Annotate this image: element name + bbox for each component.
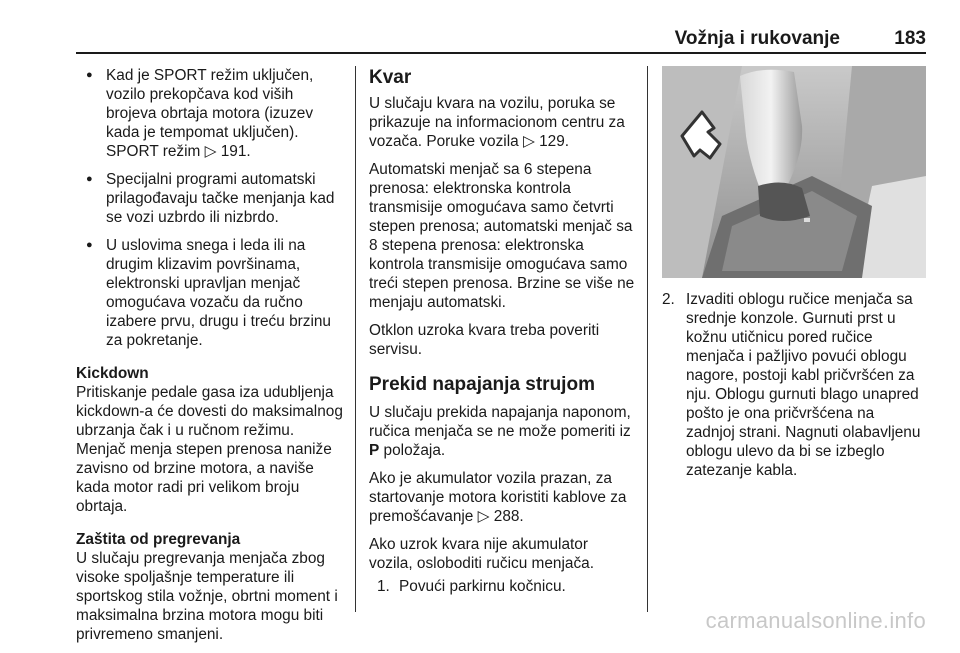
power-p1-start: U slučaju prekida napajanja naponom, ručica menjača se ne može pomeriti iz xyxy=(369,404,631,440)
bullet-item: ● Kad je SPORT režim uključen, vozilo prekopčava kod viših brojeva obrtaja motora (izuzev kada je tempomat uključen). SPORT režim ▷ 191. xyxy=(76,66,346,161)
column-divider-2 xyxy=(647,66,648,612)
step-1-number: 1. xyxy=(377,578,390,595)
step-1-text: Povući parkirnu kočnicu. xyxy=(399,578,566,595)
overheat-text: U slučaju pregrevanja menjača zbog visoke spoljašnje temperature ili sportskog stila vožnje, obrtni moment i maksimalna brzina motora mogu biti privremeno smanjeni. xyxy=(76,550,338,643)
bullet-item: ● U uslovima snega i leda ili na drugim klizavim površinama, elektronski upravljan menjač omogućava vozaču da ručno izabere prvu, drugu i treću brzinu za pokretanje. xyxy=(76,236,346,350)
running-header-title: Vožnja i rukovanje xyxy=(674,28,840,49)
watermark: carmanualsonline.info xyxy=(705,608,926,633)
bullet-item: ● Specijalni programi automatski prilagođavaju tačke menjanja kad se vozi uzbrdo ili nizbrdo. xyxy=(76,170,346,227)
park-position-label: P xyxy=(369,442,380,459)
column-middle xyxy=(369,66,635,596)
fault-paragraph-3: Otklon uzroka kvara treba poveriti servisu. xyxy=(369,322,600,358)
gear-lever-cover-photo xyxy=(662,66,926,278)
feature-bullet-list xyxy=(76,66,346,350)
step-2-number: 2. xyxy=(662,291,675,308)
power-paragraph-3: Ako uzrok kvara nije akumulator vozila, osloboditi ručicu menjača. xyxy=(369,536,594,572)
step-1 xyxy=(369,577,635,596)
header-divider xyxy=(76,52,926,54)
kickdown-text: Pritiskanje pedale gasa iza udubljenja kickdown-a će dovesti do maksimalnog ubrzanja čak i u ručnom režimu. Menjač menja stepen prenosa naniže zavisno od brzine motora, a naviše kada motor radi pri velikom broju obrtaja. xyxy=(76,384,343,515)
fault-paragraph-1: U slučaju kvara na vozilu, poruka se prikazuje na informacionom centru za vozača. Poruke vozila ▷ 129. xyxy=(369,95,625,150)
page-number: 183 xyxy=(894,28,926,49)
column-right xyxy=(662,66,926,480)
power-paragraph-2: Ako je akumulator vozila prazan, za startovanje motora koristiti kablove za premošćavanje ▷ 288. xyxy=(369,470,627,525)
column-divider-1 xyxy=(355,66,356,612)
step-2-text: Izvaditi oblogu ručice menjača sa srednje konzole. Gurnuti prst u kožnu utičnicu pored ručice menjača i pažljivo povući oblogu nagore, postoji kabl pričvršćen za nju. Oblogu gurnuti blago unapred pošto je ona pričvršćena na zadnjoj strani. Nagnuti olabavljenu oblogu ulevo da bi se izbeglo zatezanje kabla. xyxy=(686,291,921,479)
power-paragraph-1 xyxy=(369,403,635,460)
power-failure-heading: Prekid napajanja strujom xyxy=(369,374,595,395)
step-2 xyxy=(662,290,926,480)
kickdown-heading: Kickdown xyxy=(76,365,149,382)
power-p1-end: položaja. xyxy=(379,442,446,459)
column-left xyxy=(76,66,346,653)
overheat-heading: Zaštita od pregrevanja xyxy=(76,531,241,548)
fault-heading: Kvar xyxy=(369,67,412,88)
fault-paragraph-2: Automatski menjač sa 6 stepena prenosa: elektronska kontrola transmisije omogućava samo četvrti stepen prenosa; automatski menjač sa 8 stepena prenosa: elektronska kontrola transmisije omogućava samo treći stepen prenosa. Brzine se više ne menjaju automatski. xyxy=(369,161,635,311)
